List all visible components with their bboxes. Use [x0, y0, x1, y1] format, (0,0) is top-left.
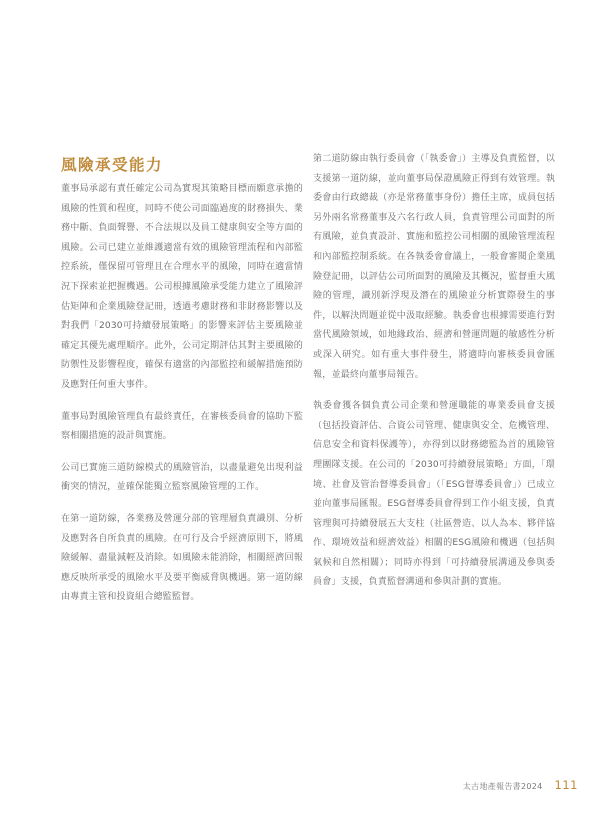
- paragraph-second-line: 第二道防線由執行委員會（「執委會」）主導及負責監督，以支援第一道防線，並向董事局保證風險正得到有效管理。執委會由行政總裁（亦是常務董事身份）擔任主席，成員包括另外兩名常務董事及六名行政人員，負責管理公司面對的所有風險，並負責設計、實施和監控公司相關的風險管理流程和內部監控制系統。在各執委會會議上，一般會審閱企業風險登記冊，以評估公司所面對的風險及其概況，監督重大風險的管理，識別新浮現及潛在的風險並分析實際發生的事件，以解決問題並從中汲取經驗。執委會也根據需要進行對當代風險領域，如地緣政治、經濟和營運問題的敏感性分析或深入研究。如有重大事件發生，將適時向審核委員會匯報，並最終向董事局報告。: [313, 154, 555, 380]
- page-footer: [463, 778, 578, 792]
- paragraph-first-line: 在第一道防線，各業務及營運分部的管理層負責識別、分析及應對各自所負責的風險。在可行及合乎經濟原則下，將風險緩解、盡量減輕及消除。如風險未能消除，相關經濟回報應反映所承受的風險水平及要平衡威脅與機遇。第一道防線由專責主管和投資組合總監監督。: [61, 513, 303, 603]
- paragraph-three-lines-model: 公司已實施三道防線模式的風險管治，以盡量避免出現利益衝突的情況，並確保能獨立監察風險管理的工作。: [61, 462, 303, 493]
- right-column: [313, 150, 555, 605]
- paragraph-board-responsibility: 董事局對風險管理負有最終責任，在審核委員會的協助下監察相關措施的設計與實施。: [61, 411, 303, 442]
- left-column: [61, 150, 303, 620]
- paragraph-risk-appetite: 董事局承認有責任確定公司為實現其策略目標而願意承擔的風險的性質和程度，同時不使公司面臨過度的財務損失、業務中斷、負面聲譽、不合法規以及員工健康與安全等方面的風險。公司已建立並維護適當有效的風險管理流程和內部監控系統，僅保留可管理且在合理水平的風險，同時在適當情況下探索並把握機遇。公司根據風險承受能力建立了風險評估矩陣和企業風險登記冊，透過考慮財務和非財務影響以及對我們「2030可持續發展策略」的影響來評估主要風險並確定其優先處理順序。此外，公司定期評估其對主要風險的防禦性及影響程度，確保有適當的內部監控和緩解措施預防及應對任何重大事件。: [61, 184, 303, 390]
- page-number: 111: [554, 778, 578, 792]
- report-title: 太古地產報告書2024: [462, 782, 543, 791]
- paragraph-committees: 執委會獲各個負責公司企業和營運職能的專業委員會支援（包括投資評估、合資公司管理、健康與安全、危機管理、信息安全和資料保護等），亦得到以財務總監為首的風險管理團隊支援。在公司的「2030可持續發展策略」方面，「環境、社會及管治督導委員會」（「ESG督導委員會」）已成立並向董事局匯報。ESG督導委員會得到工作小組支援，負責管理與可持續發展五大支柱（社區營造、以人為本、夥伴協作、環境效益和經濟效益）相關的ESG風險和機遇（包括與氣候和自然相關）；同時亦得到「可持續發展溝通及參與委員會」支援，負責監督溝通和參與計劃的實施。: [313, 401, 555, 588]
- section-title: 風險承受能力: [61, 156, 164, 174]
